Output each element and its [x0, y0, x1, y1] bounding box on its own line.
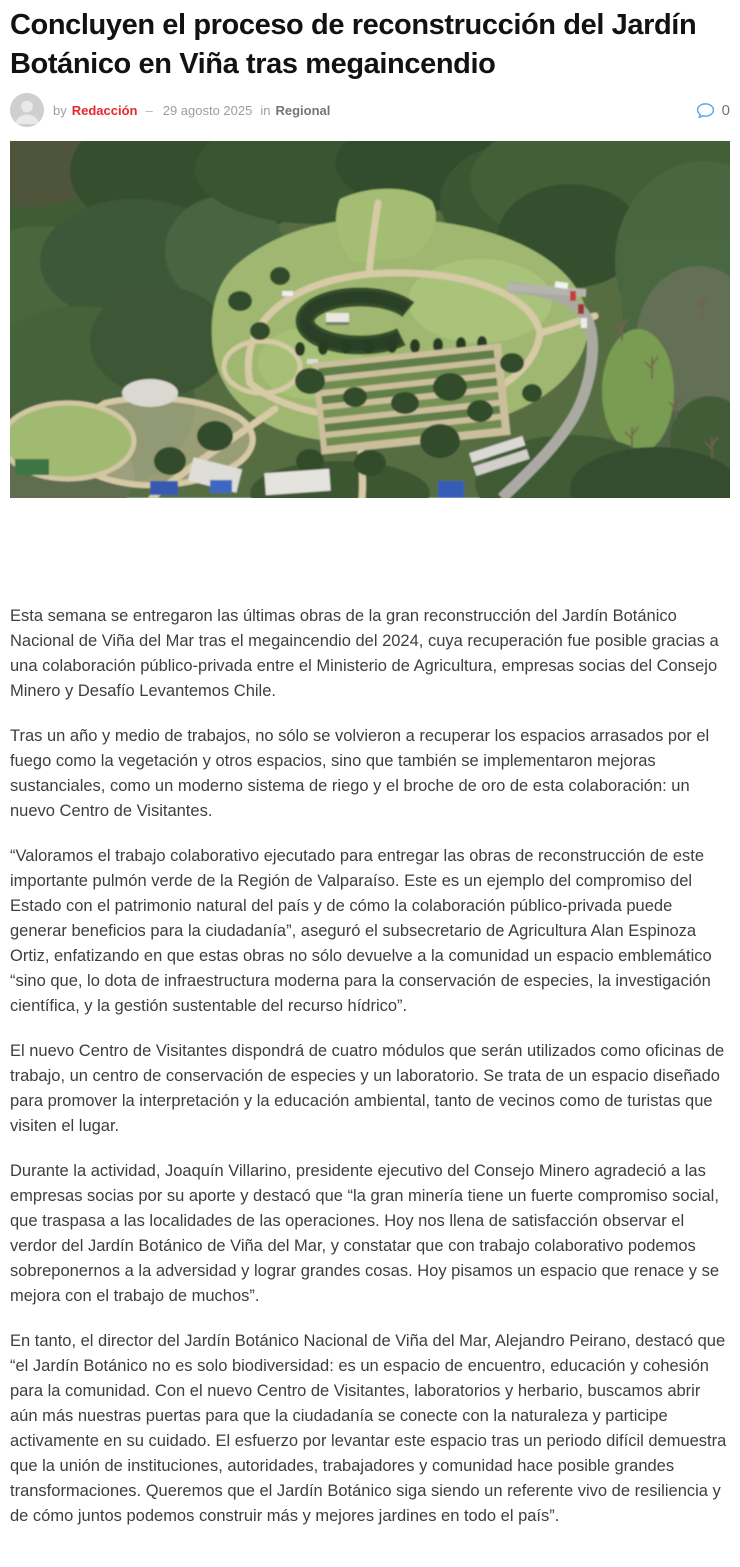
hero-image [10, 141, 730, 498]
comment-count: 0 [721, 101, 730, 119]
article-paragraph: Durante la actividad, Joaquín Villarino, presidente ejecutivo del Consejo Minero agradeció a las empresas socias por su aporte y destacó que “la gran minería tiene un fuerte compromiso social, que traspasa a las localidades de las operaciones. Hoy nos llena de satisfacción observar el verdor del Jardín Botánico de Viña del Mar, y constatar que con trabajo colaborativo podemos sobreponernos a la adversidad y lograr grandes cosas. Hoy pisamos un espacio que renace y se mejora con el trabajo de muchos”. [10, 1162, 719, 1306]
article-title: Concluyen el proceso de reconstrucción del Jardín Botánico en Viña tras megaincendio [10, 9, 697, 80]
article-paragraph: El nuevo Centro de Visitantes dispondrá de cuatro módulos que serán utilizados como oficinas de trabajo, un centro de conservación de especies y un laboratorio. Se trata de un espacio diseñado para promover la interpretación y la educación ambiental, tanto de vecinos como de turistas que visiten el lugar. [10, 1042, 725, 1136]
article-body [10, 604, 730, 1529]
article-paragraph: Tras un año y medio de trabajos, no sólo se volvieron a recuperar los espacios arrasados por el fuego como la vegetación y otros espacios, sino que también se implementaron mejoras sustanciales, como un moderno sistema de riego y el broche de oro de esta colaboración: un nuevo Centro de Visitantes. [10, 727, 710, 821]
article-paragraph: “Valoramos el trabajo colaborativo ejecutado para entregar las obras de reconstrucción de este importante pulmón verde de la Región de Valparaíso. Este es un ejemplo del compromiso del Estado con el patrimonio natural del país y de cómo la colaboración público-privada puede generar beneficios para la ciudadanía”, aseguró el subsecretario de Agricultura Alan Espinoza Ortiz, enfatizando en que estas obras no sólo devuelve a la comunidad un espacio emblemático “sino que, lo dota de infraestructura moderna para la conservación de especies, la investigación científica, y la gestión sustentable del recurso hídrico”. [10, 847, 712, 1016]
byline-by-label: by [53, 102, 67, 118]
comment-bubble-icon [696, 102, 715, 119]
article-date: 29 agosto 2025 [162, 102, 253, 118]
article-paragraph: Esta semana se entregaron las últimas obras de la gran reconstrucción del Jardín Botánico Nacional de Viña del Mar tras el megaincendio del 2024, cuya recuperación fue posible gracias a una colaboración público-privada entre el Ministerio de Agricultura, empresas socias del Consejo Minero y Desafío Levantemos Chile. [10, 607, 719, 701]
byline [10, 93, 730, 127]
byline-in-label: in [260, 102, 271, 118]
article-page [0, 6, 740, 1529]
aerial-photo-illustration [10, 141, 730, 498]
author-avatar[interactable] [10, 93, 44, 127]
byline-separator: – [145, 102, 153, 118]
comments-link[interactable] [696, 102, 730, 119]
article-paragraph: En tanto, el director del Jardín Botánico Nacional de Viña del Mar, Alejandro Peirano, destacó que “el Jardín Botánico no es solo biodiversidad: es un espacio de encuentro, educación y cohesión para la comunidad. Con el nuevo Centro de Visitantes, laboratorios y herbario, buscamos abrir aún más nuestras puertas para que la ciudadanía se conecte con la naturaleza y participe activamente en su cuidado. El esfuerzo por levantar este espacio tras un periodo difícil demuestra que la unión de instituciones, autoridades, trabajadores y comunidad hace posible grandes transformaciones. Queremos que el Jardín Botánico siga siendo un referente vivo de resiliencia y de cómo juntos podemos construir más y mejores jardines en todo el país”. [10, 1332, 727, 1526]
author-link[interactable]: Redacción [71, 102, 138, 118]
person-icon [10, 93, 44, 127]
category-link[interactable]: Regional [275, 102, 331, 118]
